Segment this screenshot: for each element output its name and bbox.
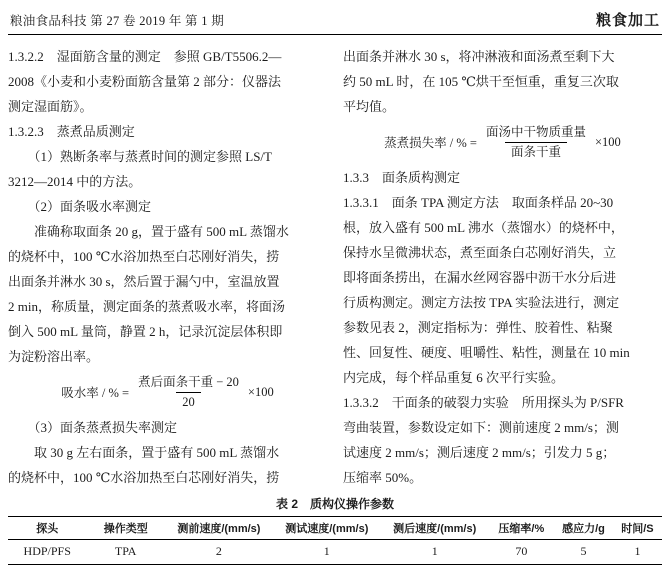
text-line: 1.3.2.2 湿面筋含量的测定 参照 GB/T5506.2—: [8, 49, 282, 64]
formula-fraction: [482, 123, 590, 160]
running-head: [8, 0, 662, 35]
column-header: 测试速度/(mm/s): [273, 517, 381, 540]
text-line: 压缩率 50%。: [343, 470, 423, 485]
column-header: 时间/S: [613, 517, 662, 540]
formula-denominator: 面条干重: [505, 142, 567, 161]
journal-info: 粮油食品科技 第 27 卷 2019 年 第 1 期: [10, 14, 225, 28]
right-column: [343, 44, 662, 490]
text-line: 性、回复性、硬度、咀嚼性、粘性，测量在 10 min: [343, 345, 630, 360]
table-caption: 表 2 质构仪操作参数: [275, 497, 394, 511]
text-line: 试速度 2 mm/s；测后速度 2 mm/s；引发力 5 g；: [343, 445, 616, 460]
text-line: 1.3.2.3 蒸煮品质测定: [8, 124, 135, 139]
text-line: （3）面条蒸煮损失率测定: [8, 420, 178, 435]
text-line: 2008《小麦和小麦粉面筋含量第 2 部分：仪器法: [8, 74, 282, 89]
text-line: （2）面条吸水率测定: [8, 199, 152, 214]
texture-analyzer-parameters-table: [8, 516, 662, 565]
text-line: 准确称取面条 20 g，置于盛有 500 mL 蒸馏水: [8, 224, 289, 239]
text-line: 参数见表 2，测定指标为：弹性、胶着性、粘聚: [343, 320, 613, 335]
table-2-block: [8, 495, 662, 565]
text-line: 弯曲装置，参数设定如下：测前速度 2 mm/s；测: [343, 420, 619, 435]
column-header: 操作类型: [86, 517, 164, 540]
table-cell: 1: [323, 544, 330, 558]
text-line: 内完成，每个样品重复 6 次平行实验。: [343, 370, 565, 385]
column-header: 压缩率/%: [489, 517, 554, 540]
column-header: 探头: [8, 517, 86, 540]
formula-numerator: 煮后面条干重 − 20: [138, 375, 239, 390]
body-columns: [8, 44, 662, 490]
text-line: 测定湿面筋》。: [8, 99, 93, 114]
section-label: 粮食加工: [595, 12, 660, 29]
text-line: 根，放入盛有 500 mL 沸水（蒸馏水）的烧杯中，: [343, 220, 624, 235]
column-header: 感应力/g: [554, 517, 613, 540]
text-line: （1）熟断条率与蒸煮时间的测定参照 LS/T: [8, 149, 272, 164]
formula-lhs: 蒸煮损失率 / % =: [384, 136, 477, 150]
table-cell: 70: [515, 544, 528, 558]
table-cell: TPA: [114, 544, 137, 558]
text-line: 取 30 g 左右面条，置于盛有 500 mL 蒸馏水: [8, 445, 280, 460]
formula-fraction: [134, 373, 243, 410]
text-line: 约 50 mL 时，在 105 ℃烘干至恒重，重复三次取: [343, 74, 619, 89]
formula-numerator: 面汤中干物质重量: [485, 125, 586, 140]
text-line: 1.3.3 面条质构测定: [343, 170, 461, 185]
text-line: 1.3.3.1 面条 TPA 测定方法 取面条样品 20~30: [343, 195, 614, 210]
formula-multiplier: ×100: [247, 384, 274, 399]
formula-multiplier: ×100: [595, 134, 621, 149]
water-absorption-formula: [8, 369, 327, 415]
text-line: 即将面条捞出，在漏水丝网容器中沥干水分后进: [343, 270, 617, 285]
text-line: 2 min，称质量，测定面条的蒸煮吸水率，将面汤: [8, 299, 285, 314]
column-header: 测前速度/(mm/s): [165, 517, 273, 540]
table-header-row: [8, 517, 662, 540]
table-cell: 2: [215, 544, 222, 558]
formula-lhs: 吸水率 / % =: [61, 386, 130, 400]
text-line: 的烧杯中，100 ℃水浴加热至白芯刚好消失，捞: [8, 249, 280, 264]
text-line: 保持水呈微沸状态，煮至面条白芯刚好消失，立: [343, 245, 617, 260]
text-line: 平均值。: [343, 99, 396, 114]
column-header: 测后速度/(mm/s): [381, 517, 489, 540]
text-line: 1.3.3.2 干面条的破裂力实验 所用探头为 P/SFR: [343, 395, 624, 410]
text-line: 出面条并淋水 30 s，将冲淋液和面汤煮至剩下大: [343, 49, 615, 64]
cooking-loss-formula: [343, 119, 662, 165]
table-cell: 1: [431, 544, 438, 558]
table-cell: HDP/PFS: [23, 544, 71, 558]
table-cell: 5: [580, 544, 587, 558]
text-line: 行质构测定。测定方法按 TPA 实验法进行，测定: [343, 295, 620, 310]
text-line: 倒入 500 mL 量筒，静置 2 h，记录沉淀层体积即: [8, 324, 283, 339]
table-row: [8, 540, 662, 565]
text-line: 出面条并淋水 30 s，然后置于漏勺中，室温放置: [8, 274, 280, 289]
text-line: 3212—2014 中的方法。: [8, 174, 142, 189]
formula-denominator: 20: [176, 392, 201, 411]
table-cell: 1: [634, 544, 641, 558]
text-line: 的烧杯中，100 ℃水浴加热至白芯刚好消失，捞: [8, 470, 280, 485]
text-line: 为淀粉溶出率。: [8, 349, 100, 364]
left-column: [8, 44, 327, 490]
